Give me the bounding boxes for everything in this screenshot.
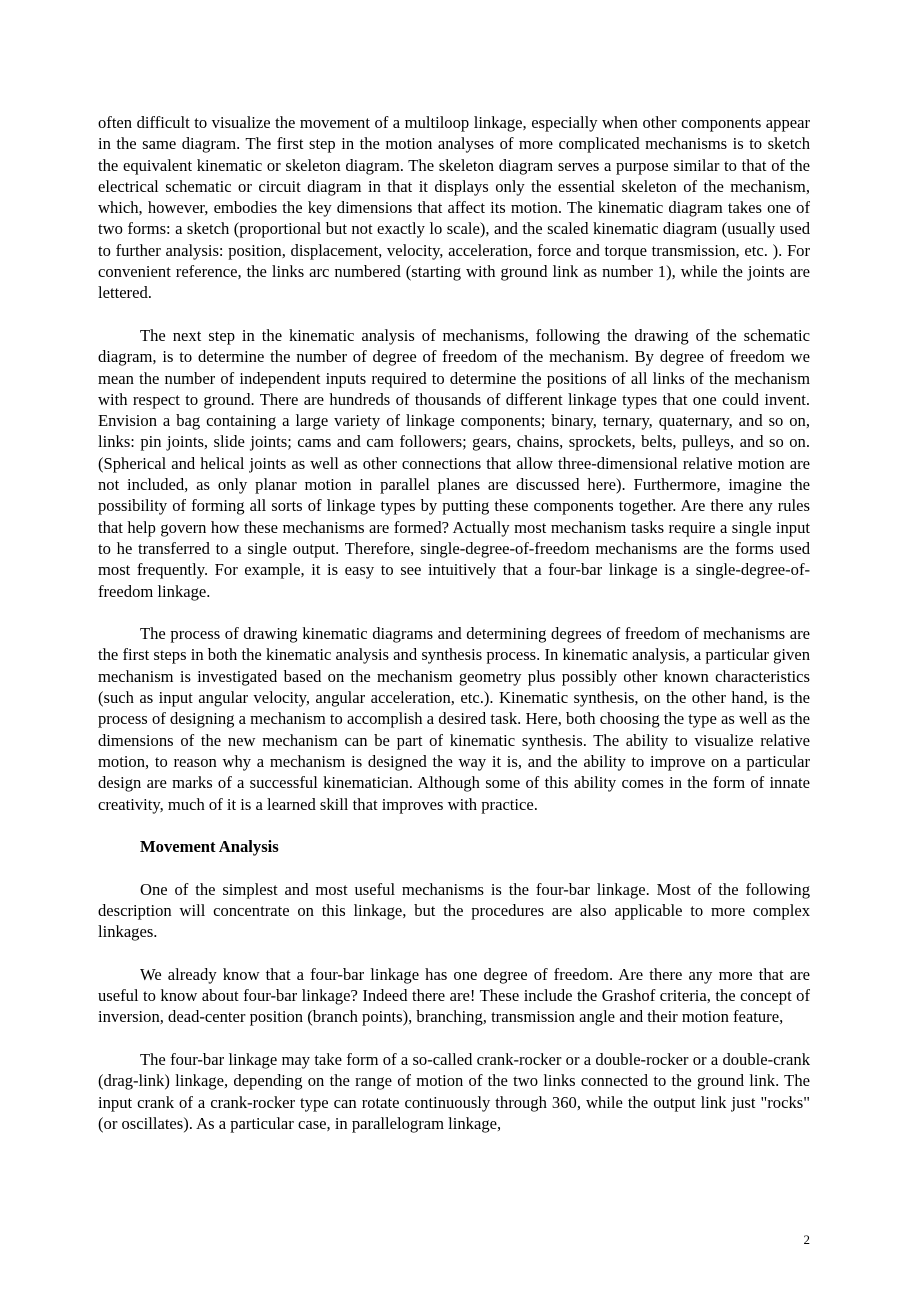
paragraph-grashof: We already know that a four-bar linkage has one degree of freedom. Are there any more that are useful to know about four-bar linkage? Indeed there are! These include the Grashof criteria, the concept of inversion, dead-center position (branch points), branching, transmission angle and their motion feature, <box>98 964 810 1027</box>
paragraph-skeleton-diagram: often difficult to visualize the movement of a multiloop linkage, especially when other components appear in the same diagram. The first step in the motion analyses of more complicated mechanisms is to sketch the equivalent kinematic or skeleton diagram. The skeleton diagram serves a purpose similar to that of the electrical schematic or circuit diagram in that it displays only the essential skeleton of the mechanism, which, however, embodies the key dimensions that affect its motion. The kinematic diagram takes one of two forms: a sketch (proportional but not exactly lo scale), and the scaled kinematic diagram (usually used to further analysis: position, displacement, velocity, acceleration, force and torque transmission, etc. ). For convenient reference, the links arc numbered (starting with ground link as number 1), while the joints are lettered. <box>98 113 810 303</box>
paragraph-degree-of-freedom: The next step in the kinematic analysis of mechanisms, following the drawing of the schematic diagram, is to determine the number of degree of freedom of the mechanism. By degree of freedom we mean the number of independent inputs required to determine the positions of all links of the mechanism with respect to ground. There are hundreds of thousands of different linkage types that one could invent. Envision a bag containing a large variety of linkage components; binary, ternary, quaternary, and so on, links: pin joints, slide joints; cams and cam followers; gears, chains, sprockets, belts, pulleys, and so on. (Spherical and helical joints as well as other connections that allow three-dimensional relative motion are not included, as only planar motion in parallel planes are discussed here). Furthermore, imagine the possibility of forming all sorts of linkage types by putting these components together. Are there any rules that help govern how these mechanisms are formed? Actually most mechanism tasks require a single input to he transferred to a single output. Therefore, single-degree-of-freedom mechanisms are the forms used most frequently. For example, it is easy to see intuitively that a four-bar linkage is a single-degree-of-freedom linkage. <box>98 325 810 601</box>
page-body <box>98 112 810 1156</box>
page-number: 2 <box>803 1232 810 1247</box>
paragraph-analysis-synthesis: The process of drawing kinematic diagrams and determining degrees of freedom of mechanisms are the first steps in both the kinematic analysis and synthesis process. In kinematic analysis, a particular given mechanism is investigated based on the mechanism geometry plus possibly other known characteristics (such as input angular velocity, angular acceleration, etc.). Kinematic synthesis, on the other hand, is the process of designing a mechanism to accomplish a desired task. Here, both choosing the type as well as the dimensions of the new mechanism can be part of kinematic synthesis. The ability to visualize relative motion, to reason why a mechanism is designed the way it is, and the ability to improve on a particular design are marks of a successful kinematician. Although some of this ability comes in the form of innate creativity, much of it is a learned skill that improves with practice. <box>98 624 810 814</box>
paragraph-crank-rocker: The four-bar linkage may take form of a so-called crank-rocker or a double-rocker or a double-crank (drag-link) linkage, depending on the range of motion of the two links connected to the ground link. The input crank of a crank-rocker type can rotate continuously through 360, while the output link just "rocks" (or oscillates). As a particular case, in parallelogram linkage, <box>98 1050 810 1133</box>
paragraph-four-bar-intro: One of the simplest and most useful mechanisms is the four-bar linkage. Most of the following description will concentrate on this linkage, but the procedures are also applicable to more complex linkages. <box>98 879 810 942</box>
section-heading-movement-analysis: Movement Analysis <box>140 837 279 857</box>
